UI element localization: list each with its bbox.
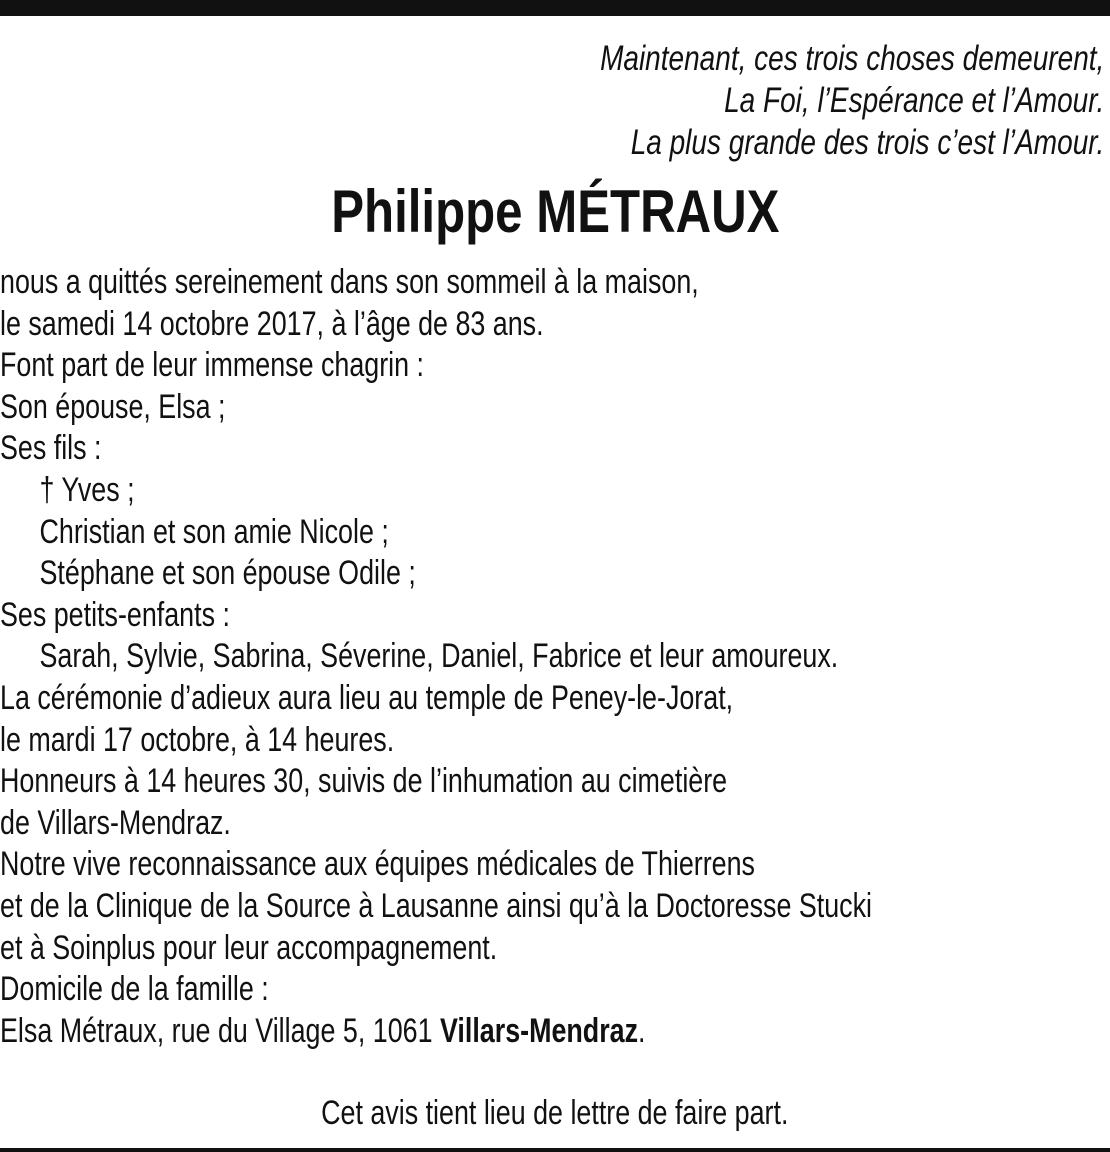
body-line-thanks-3: et à Soinplus pour leur accompagnement. — [0, 928, 498, 967]
bottom-border-rule — [0, 1148, 1110, 1152]
body-line-ceremony: La cérémonie d’adieux aura lieu au temple de Peney-le-Jorat, — [0, 678, 734, 717]
body-line-domicile-heading: Domicile de la famille : — [0, 970, 269, 1009]
body-line-son-christian: Christian et son amie Nicole ; — [39, 512, 389, 551]
top-border-rule — [0, 0, 1110, 16]
body-line-death: nous a quittés sereinement dans son sommeil à la maison, — [0, 263, 699, 301]
address-city: Villars-Mendraz — [439, 1011, 639, 1050]
deceased-name-heading — [0, 178, 1110, 246]
body-line-cemetery: de Villars-Mendraz. — [0, 803, 231, 842]
epigraph-quote — [600, 38, 1104, 164]
body-line-thanks-1: Notre vive reconnaissance aux équipes médicales de Thierrens — [0, 845, 755, 884]
announcement-body — [0, 262, 872, 1052]
address-suffix: . — [638, 1011, 646, 1050]
body-line-ceremony-date: le mardi 17 octobre, à 14 heures. — [0, 720, 395, 759]
footer-text: Cet avis tient lieu de lettre de faire part. — [321, 1094, 789, 1132]
quote-line-2: La Foi, l’Espérance et l’Amour. — [723, 81, 1104, 120]
footer-note — [0, 1092, 1110, 1134]
body-line-honours: Honneurs à 14 heures 30, suivis de l’inhumation au cimetière — [0, 762, 728, 801]
address-prefix: Elsa Métraux, rue du Village 5, 1061 — [0, 1011, 440, 1050]
body-line-grief: Font part de leur immense chagrin : — [0, 346, 424, 385]
body-line-date: le samedi 14 octobre 2017, à l’âge de 83 ans. — [0, 304, 544, 343]
body-line-spouse: Son épouse, Elsa ; — [0, 387, 226, 426]
body-line-sons-heading: Ses fils : — [0, 429, 102, 468]
body-line-address — [0, 1011, 872, 1053]
body-line-thanks-2: et de la Clinique de la Source à Lausanne ainsi qu’à la Doctoresse Stucki — [0, 886, 872, 925]
body-line-son-stephane: Stéphane et son épouse Odile ; — [39, 554, 416, 593]
deceased-name: Philippe MÉTRAUX — [330, 178, 780, 245]
body-line-grandchildren: Sarah, Sylvie, Sabrina, Séverine, Daniel, Fabrice et leur amoureux. — [39, 637, 839, 676]
quote-line-1: Maintenant, ces trois choses demeurent, — [599, 39, 1104, 78]
body-line-grandchildren-heading: Ses petits-enfants : — [0, 595, 230, 634]
body-line-son-yves: † Yves ; — [39, 470, 135, 509]
quote-line-3: La plus grande des trois c’est l’Amour. — [630, 123, 1104, 162]
